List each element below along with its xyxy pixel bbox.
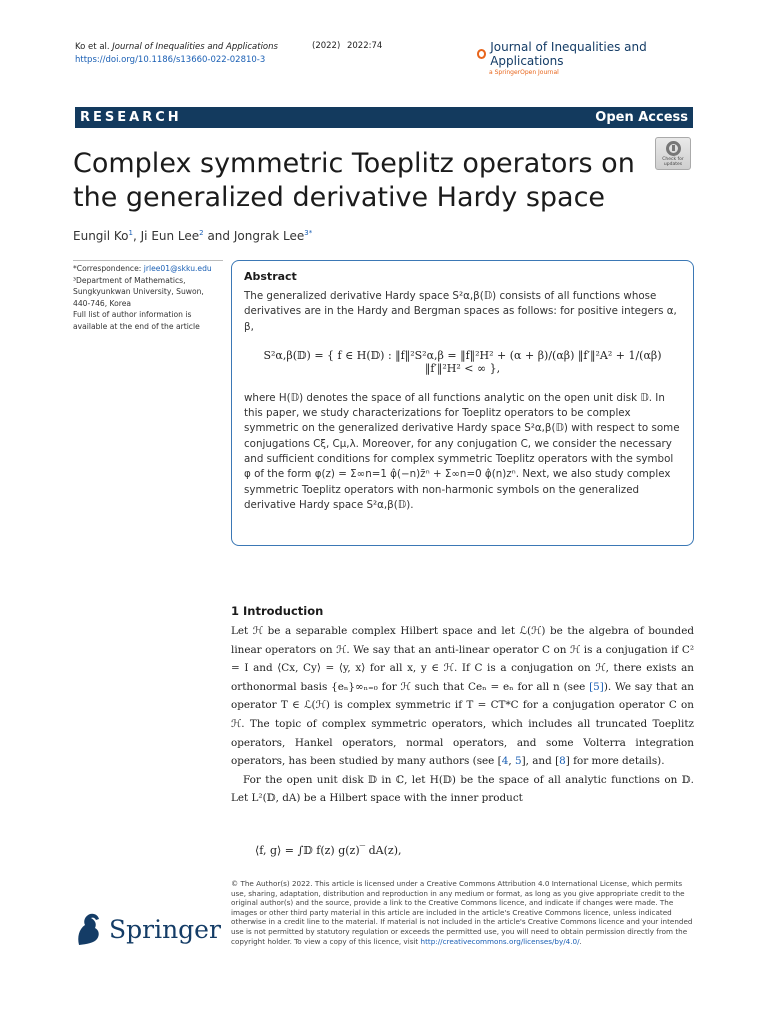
section-bar <box>75 107 693 128</box>
citation-link[interactable]: 8 <box>559 755 566 768</box>
affiliation-divider <box>73 260 223 261</box>
author-mark: 2 <box>199 229 204 237</box>
abstract-box <box>231 260 694 546</box>
affiliation-note: Full list of author information is available at the end of the article <box>73 310 200 331</box>
author-mark: 1 <box>128 229 133 237</box>
check-updates-icon <box>666 141 681 156</box>
header-authors: Ko et al. <box>75 42 110 52</box>
inner-product-formula: ⟨f, g⟩ = ∫𝔻 f(z) g(z)‾ dA(z), <box>255 844 402 857</box>
header-citation <box>312 41 382 51</box>
intro-paragraph: Let ℋ be a separable complex Hilbert space and let ℒ(ℋ) be the algebra of bounded linear operators on ℋ. We say that an anti-linear operator C on ℋ is a conjugation if C² = I and ⟨Cx, Cy⟩ = ⟨y, x⟩ for all x, y ∈ ℋ. If C is a conjugation on ℋ, there exists an orthonormal basis {eₙ}∞ₙ₌₀ for ℋ such that Ceₙ = eₙ for all n (see [5]). We say that an operator T ∈ ℒ(ℋ) is complex symmetric if T = CT*C for a conjugation operator C on ℋ. The topic of complex symmetric operators, which includes all truncated Toeplitz operators, Hankel operators, normal operators, and some Volterra integration operators, has been studied by many authors (see [4, 5], and [8] for more details). <box>231 625 694 768</box>
abstract-formula: S²α,β(𝔻) = { f ∈ H(𝔻) : ‖f‖²S²α,β = ‖f‖²H² + (α + β)/(αβ) ‖f′‖²A² + 1/(αβ) ‖f′‖²H² < ∞ }, <box>263 348 662 375</box>
journal-logo-name: Journal of Inequalities and Applications <box>490 40 647 68</box>
publisher-subtitle: a SpringerOpen Journal <box>489 69 559 76</box>
check-updates-label: Check for updates <box>662 156 684 167</box>
license-notice <box>231 879 694 946</box>
open-access-label: Open Access <box>595 110 688 125</box>
abstract-paragraph: where H(𝔻) denotes the space of all functions analytic on the open unit disk 𝔻. In this paper, we study characterizations for Toeplitz operators to be complex symmetric on the generalized derivative Hardy space S²α,β(𝔻) with respect to some conjugations Cξ, Cμ,λ. Moreover, for any conjugation C, we consider the necessary and sufficient conditions for complex symmetric Toeplitz operators with the symbol φ of the form φ(z) = Σ∞n=1 φ̂(−n)z̄ⁿ + Σ∞n=0 φ̂(n)zⁿ. Next, we also study complex symmetric Toeplitz operators with non-harmonic symbols on the generalized derivative Hardy space S²α,β(𝔻). <box>244 391 680 511</box>
author-name[interactable]: Jongrak Lee <box>233 229 305 243</box>
author-list: Eungil Ko$^1$, Ji Eun Lee$^2$ and Jongrak Lee$^{3*}$ <box>73 229 313 243</box>
citation-link[interactable]: [5] <box>589 680 604 693</box>
author-name[interactable]: Eungil Ko <box>73 229 129 243</box>
doi-link[interactable]: https://doi.org/10.1186/s13660-022-02810-3 <box>75 55 266 65</box>
intro-text: ). We say that an operator T ∈ ℒ(ℋ) is complex symmetric if T = CT*C for a conjugation operator C on ℋ. The topic of complex symmetric operators, which includes all truncated Toeplitz operators, Hankel operators, normal operators, and some Volterra integration operators, has been studied by many authors (see <box>231 680 694 768</box>
abstract-heading: Abstract <box>244 270 297 283</box>
springer-horse-icon <box>73 911 103 947</box>
intro-text: for more details). <box>569 755 665 768</box>
license-end: . <box>579 936 582 946</box>
license-link[interactable]: http://creativecommons.org/licenses/by/4.0/ <box>420 936 580 946</box>
affiliation-department: ³Department of Mathematics, Sungkyunkwan University, Suwon, 440-746, Korea <box>73 275 204 308</box>
header-year: (2022) <box>312 41 341 51</box>
header-journal: Journal of Inequalities and Applications <box>112 42 278 52</box>
introduction-body <box>231 622 694 808</box>
correspondence-email[interactable]: jrlee01@skku.edu <box>143 264 212 273</box>
author-name[interactable]: Ji Eun Lee <box>140 229 200 243</box>
correspondence-label: *Correspondence: <box>73 264 142 273</box>
springer-logo <box>73 911 221 947</box>
journal-logo[interactable] <box>477 40 693 76</box>
springeropen-logo-icon <box>477 49 486 59</box>
intro-text: , and <box>525 755 556 768</box>
citation-link[interactable]: 4 <box>501 755 509 768</box>
affiliation-block <box>73 263 223 332</box>
running-header <box>75 41 278 67</box>
check-for-updates-button[interactable] <box>655 137 691 170</box>
springer-wordmark: Springer <box>109 914 221 944</box>
intro-text: Let ℋ be a separable complex Hilbert space and let ℒ(ℋ) be the algebra of bounded linear operators on ℋ. We say that an anti-linear operator C on ℋ is a conjugation if C² = I and ⟨Cx, Cy⟩ = ⟨y, x⟩ for all x, y ∈ ℋ. If C is a conjugation on ℋ, there exists an orthonormal basis {eₙ}∞ₙ₌₀ for ℋ such that Ceₙ = eₙ for all n (see <box>231 625 694 693</box>
header-article-number: 2022:74 <box>346 41 383 51</box>
license-text: © The Author(s) 2022. This article is licensed under a Creative Commons Attribution 4.0 International License, which permits use, sharing, adaptation, distribution and reproduction in any medium or format, as long as you give appropriate credit to the original author(s) and the source, provide a link to the Creative Commons licence, and indicate if changes were made. The images or other third party material in this article are included in the article's Creative Commons licence, unless indicated otherwise in a credit line to the material. If material is not included in the article's Creative Commons licence and your intended use is not permitted by statutory regulation or exceeds the permitted use, you will need to obtain permission directly from the copyright holder. To view a copy of this licence, visit <box>231 879 693 946</box>
intro-paragraph: For the open unit disk 𝔻 in ℂ, let H(𝔻) be the space of all analytic functions on 𝔻. Let L²(𝔻, dA) be a Hilbert space with the inner product <box>231 773 694 805</box>
author-mark: 3* <box>304 229 313 237</box>
article-title: Complex symmetric Toeplitz operators on the generalized derivative Hardy space <box>73 148 635 213</box>
section-heading: 1 Introduction <box>231 604 324 618</box>
section-label: RESEARCH <box>80 110 182 125</box>
abstract-paragraph: The generalized derivative Hardy space S²α,β(𝔻) consists of all functions whose derivatives are in the Hardy and Bergman spaces as follows: for positive integers α, β, <box>244 290 677 333</box>
citation-link[interactable]: 5 <box>514 755 522 768</box>
